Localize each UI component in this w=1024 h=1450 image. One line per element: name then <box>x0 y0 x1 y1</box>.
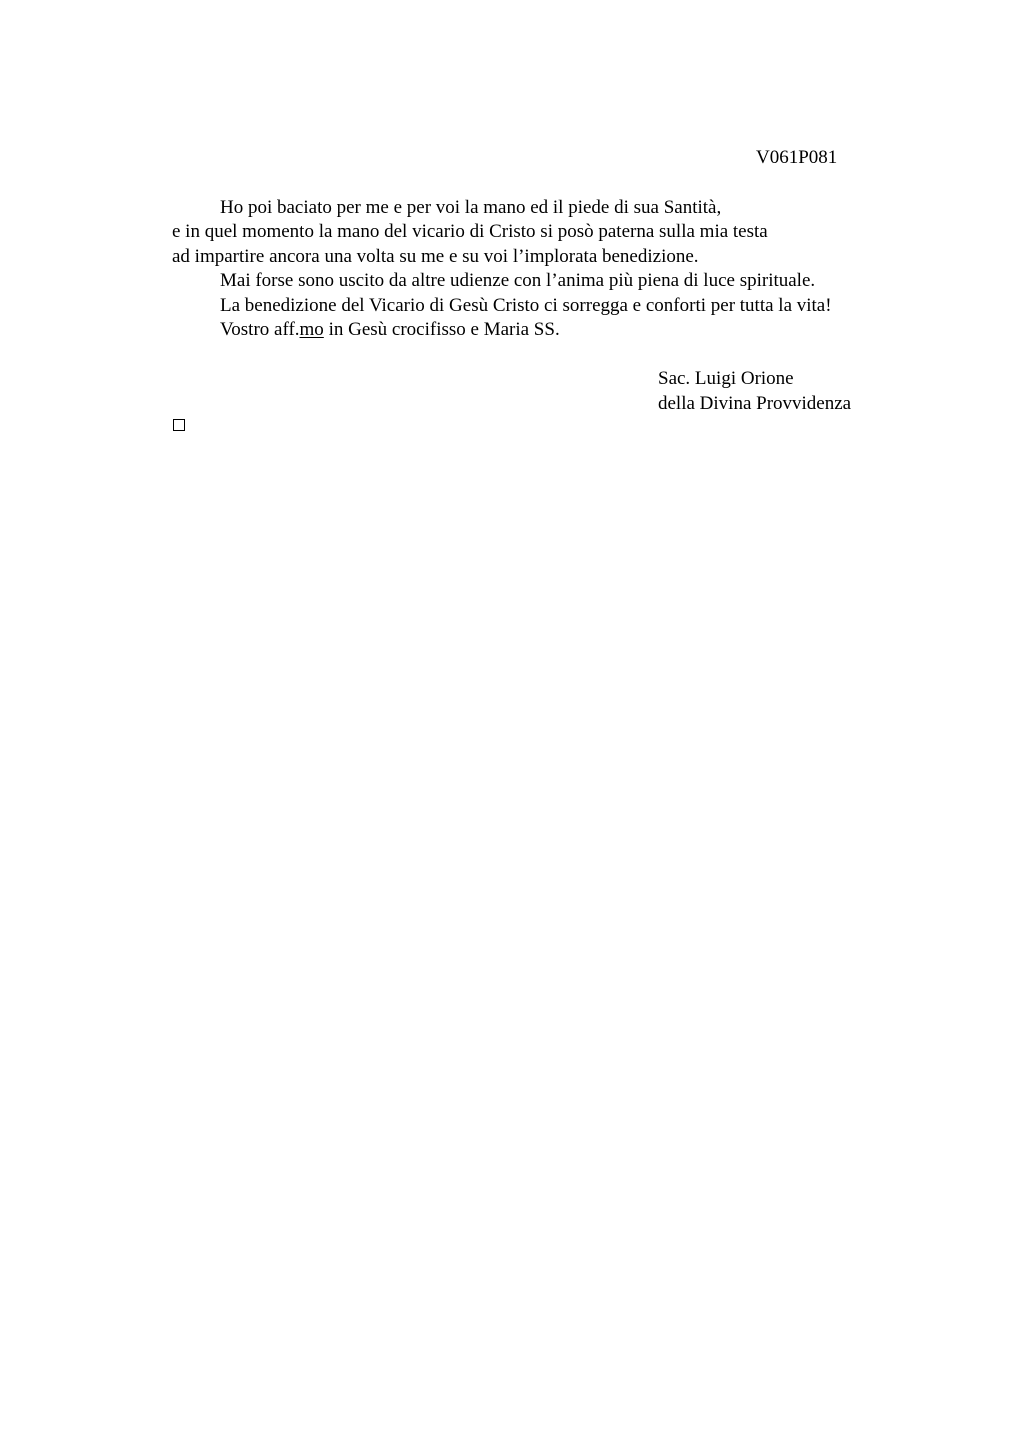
closing-suffix: in Gesù crocifisso e Maria SS. <box>323 319 560 341</box>
signature-title: della Divina Provvidenza <box>658 393 852 414</box>
document-id: V061P081 <box>756 147 838 168</box>
checkbox-icon <box>173 419 185 431</box>
paragraph-1-line-3: ad impartire ancora una volta su me e su voi l’implorata benedizione. <box>172 245 699 267</box>
paragraph-1-line-2: e in quel momento la mano del vicario di Cristo si posò paterna sulla mia testa <box>172 221 768 243</box>
paragraph-2: Mai forse sono uscito da altre udienze con l’anima più piena di luce spirituale. <box>220 270 816 292</box>
closing-prefix: Vostro aff. <box>220 319 300 341</box>
paragraph-3: La benedizione del Vicario di Gesù Cristo ci sorregga e conforti per tutta la vita! <box>220 294 832 316</box>
closing-underlined-abbrev: mo <box>299 319 324 341</box>
letter-body <box>172 196 902 342</box>
signature-block <box>658 366 851 416</box>
paragraph-1-line-1: Ho poi baciato per me e per voi la mano ed il piede di sua Santità, <box>220 197 722 218</box>
signature-name: Sac. Luigi Orione <box>658 368 794 389</box>
closing-line <box>172 318 902 342</box>
